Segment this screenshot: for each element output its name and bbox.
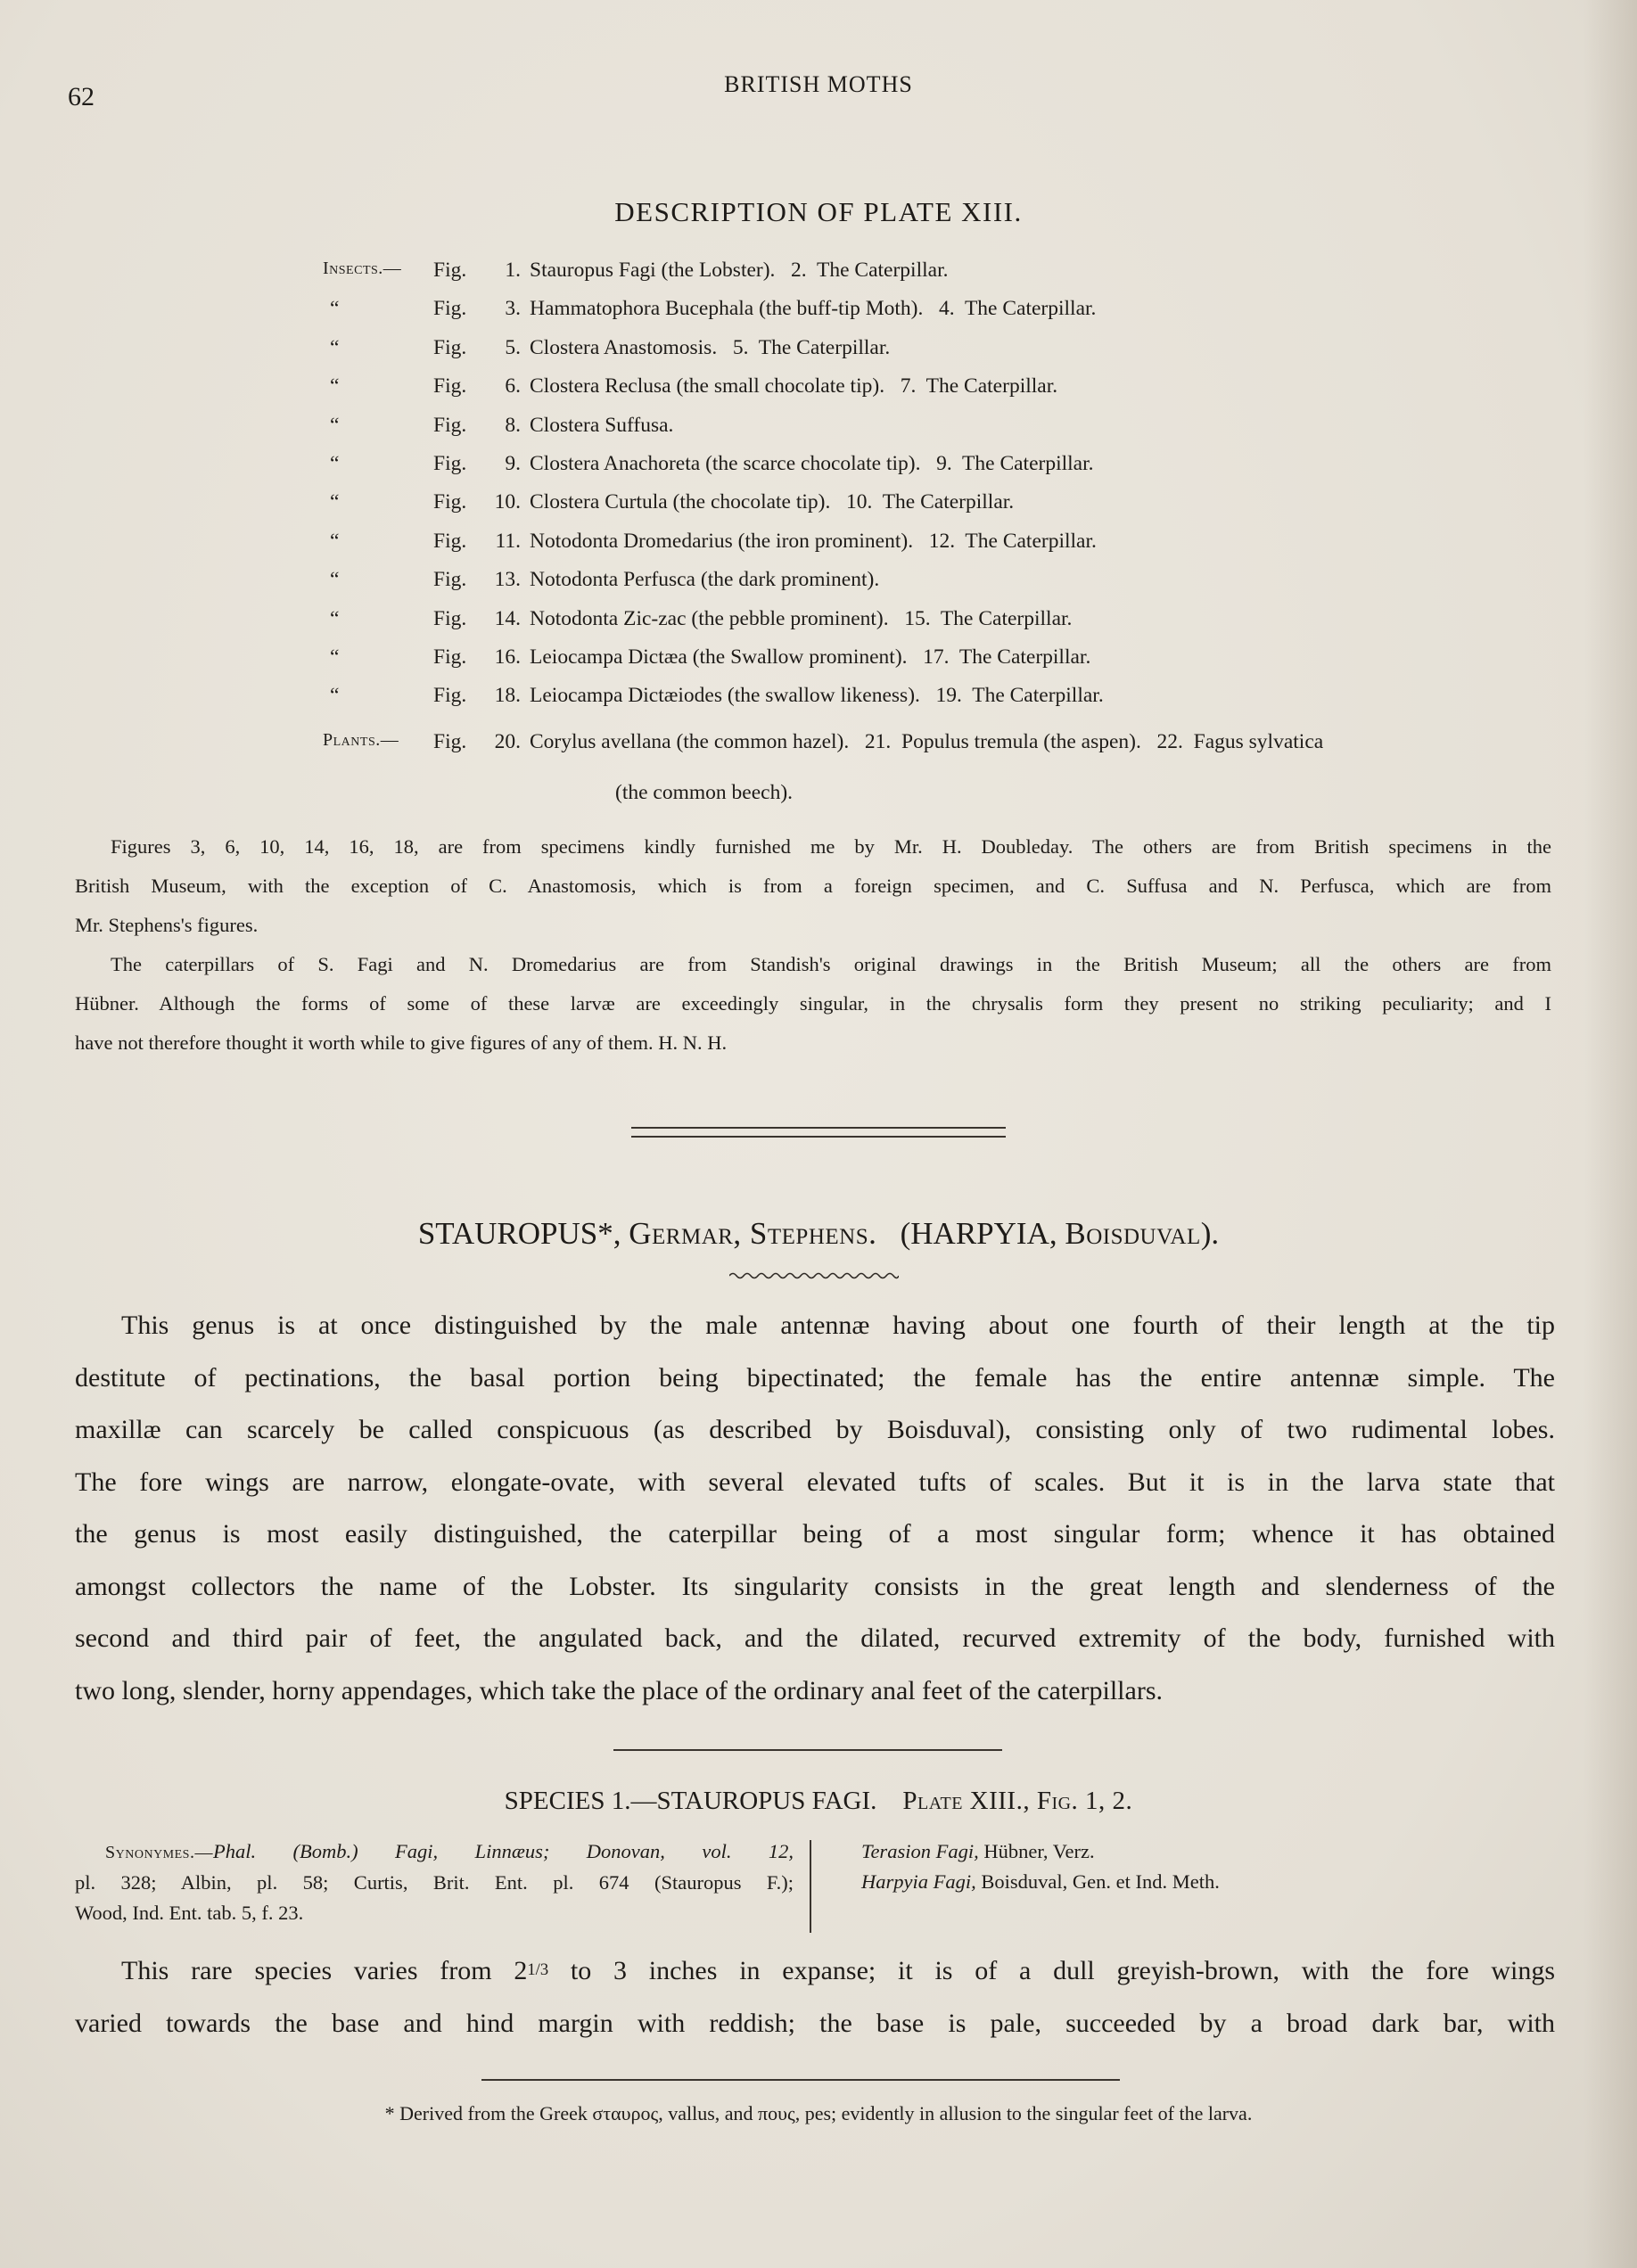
figure-row-text: Clostera Anastomosis. 5. The Caterpillar. <box>530 335 891 359</box>
figure-row-number: 1. <box>505 259 521 282</box>
synonymes-line: pl. 328; Albin, pl. 58; Curtis, Brit. Ent. pl. 674 (Stauropus F.); <box>75 1871 794 1894</box>
synonymes-right <box>861 1837 1485 1897</box>
figure-row-fig-label: Fig. <box>433 684 467 708</box>
figure-row-text: Clostera Curtula (the chocolate tip). 10. The Caterpillar. <box>530 490 1015 514</box>
body-line: two long, slender, horny appendages, which take the place of the ordinary anal feet of the caterpillars. <box>75 1675 1163 1705</box>
notes-line: Figures 3, 6, 10, 14, 16, 18, are from specimens kindly furnished me by Mr. H. Doubleday. The others are from British specimens in the <box>111 835 1551 858</box>
figure-row-number: 20. <box>494 729 521 753</box>
figure-row-text: Notodonta Perfusca (the dark prominent). <box>530 568 880 592</box>
notes-paragraph-2 <box>75 945 1551 1063</box>
body-line: maxillæ can scarcely be called conspicuous (as described by Boisduval), consisting only of two rudimental lobes. <box>75 1415 1555 1444</box>
figure-row <box>323 490 1553 521</box>
figure-row <box>323 607 1553 637</box>
figure-row-number: 10. <box>494 490 521 514</box>
synonymes-left <box>75 1837 794 1928</box>
figure-row <box>323 414 1553 444</box>
genus-heading-close: ). <box>1200 1216 1220 1251</box>
species-plate-ref: Plate XIII., Fig. 1, 2. <box>902 1787 1133 1815</box>
plate-description-title: DESCRIPTION OF PLATE XIII. <box>614 196 1023 227</box>
body-line: amongst collectors the name of the Lobster. Its singularity consists in the great length and slenderness of the <box>75 1571 1555 1601</box>
species-heading <box>0 1787 1637 1816</box>
figure-row-number: 3. <box>505 297 521 321</box>
figure-row-lead: “ <box>330 413 340 437</box>
figure-row-lead: Insects.— <box>323 259 402 278</box>
notes-line: British Museum, with the exception of C. Anastomosis, which is from a foreign specimen, and C. Suffusa and N. Perfusca, which are from <box>75 875 1551 897</box>
section-divider <box>613 1749 1002 1751</box>
section-divider-double <box>631 1127 1006 1138</box>
body-line <box>75 1945 1555 1998</box>
body-line: The fore wings are narrow, elongate-ovate, with several elevated tufts of scales. But it is in the larva state that <box>75 1467 1555 1497</box>
figure-row-fig-label: Fig. <box>433 374 467 399</box>
figure-row-lead: “ <box>330 335 340 359</box>
figure-row-text: Leiocampa Dictæiodes (the swallow likeness). 19. The Caterpillar. <box>530 684 1104 708</box>
notes-line: Mr. Stephens's figures. <box>75 914 259 936</box>
body-text: to 3 inches in expanse; it is of a dull greyish-brown, with the fore wings <box>548 1956 1555 1985</box>
wavy-ornament-rule <box>729 1270 899 1282</box>
figure-row-number: 5. <box>505 335 521 359</box>
synonym-entry <box>861 1867 1485 1897</box>
figure-row-text: Corylus avellana (the common hazel). 21. Populus tremula (the aspen). 22. Fagus sylvatica <box>530 729 1324 753</box>
synonymes-line: Wood, Ind. Ent. tab. 5, f. 23. <box>75 1902 304 1924</box>
synonym-name: Harpyia Fagi, <box>861 1870 976 1893</box>
figure-row-text: Notodonta Zic-zac (the pebble prominent). 15. The Caterpillar. <box>530 606 1073 630</box>
figure-row-lead: “ <box>330 490 340 514</box>
figure-row-text: Notodonta Dromedarius (the iron prominent). 12. The Caterpillar. <box>530 529 1097 553</box>
figure-row-text: Clostera Reclusa (the small chocolate tip). 7. The Caterpillar. <box>530 374 1058 399</box>
figure-row-fig-label: Fig. <box>433 259 467 282</box>
species-description <box>75 1945 1555 2050</box>
notes-line: have not therefore thought it worth while to give figures of any of them. H. N. H. <box>75 1031 728 1054</box>
figure-row-lead: “ <box>330 374 340 399</box>
genus-description <box>75 1300 1555 1717</box>
body-line: This genus is at once distinguished by the male antennæ having about one fourth of their length at the tip <box>121 1311 1555 1340</box>
synonymes-label: Synonymes.— <box>105 1843 213 1862</box>
figure-row <box>323 336 1553 366</box>
footnote: * Derived from the Greek σταυρος, vallus, and πους, pes; evidently in allusion to the singular feet of the larva. <box>384 2102 1253 2124</box>
figure-row-fig-label: Fig. <box>433 529 467 553</box>
figure-row-number: 8. <box>505 413 521 437</box>
body-line: destitute of pectinations, the basal portion being bipectinated; the female has the entire antennæ simple. The <box>75 1362 1555 1393</box>
footnote-rule <box>481 2079 1120 2081</box>
synonym-entry: Phal. (Bomb.) Fagi, Linnæus; Donovan, vol. 12, <box>212 1840 794 1862</box>
figure-row-text: Leiocampa Dictæa (the Swallow prominent). 17. The Caterpillar. <box>530 645 1091 669</box>
figure-row <box>323 259 1553 289</box>
genus-synonym-author: Boisduval <box>1065 1216 1201 1251</box>
genus-synonym: (HARPYIA, <box>900 1216 1057 1251</box>
figure-row-number: 9. <box>505 452 521 475</box>
figure-row <box>323 645 1553 676</box>
figure-row-fig-label: Fig. <box>433 452 467 475</box>
body-line: the genus is most easily distinguished, the caterpillar being of a most singular form; whence it has obtained <box>75 1519 1555 1549</box>
figure-row-lead: Plants.— <box>323 729 399 750</box>
notes-line: Hübner. Although the forms of some of these larvæ are exceedingly singular, in the chrysalis form they present no striking peculiarity; and I <box>75 992 1551 1015</box>
figure-row-number: 18. <box>494 684 521 708</box>
figure-row-fig-label: Fig. <box>433 729 467 753</box>
page-number: 62 <box>68 82 95 111</box>
figure-row-lead: “ <box>330 645 340 669</box>
figure-row-lead: “ <box>330 606 340 630</box>
genus-heading <box>0 1216 1637 1252</box>
figure-row-fig-label: Fig. <box>433 297 467 321</box>
running-head: BRITISH MOTHS <box>724 71 913 97</box>
figure-row-lead: “ <box>330 529 340 553</box>
body-line: second and third pair of feet, the angulated back, and the dilated, recurved extremity of the body, furnished with <box>75 1623 1555 1653</box>
genus-authors: Germar, Stephens. <box>629 1216 877 1251</box>
body-text: This rare species varies from 2 <box>121 1956 528 1985</box>
notes-paragraph-1 <box>75 827 1551 945</box>
species-title: SPECIES 1.—STAUROPUS FAGI. <box>504 1787 877 1815</box>
figure-row-text: Stauropus Fagi (the Lobster). 2. The Caterpillar. <box>530 259 949 282</box>
synonym-name: Terasion Fagi, <box>861 1840 979 1862</box>
figure-row-lead: “ <box>330 568 340 592</box>
body-line: varied towards the base and hind margin with reddish; the base is pale, succeeded by a broad dark bar, with <box>75 2008 1555 2038</box>
figure-row-number: 13. <box>494 568 521 592</box>
figure-row-lead: “ <box>330 684 340 708</box>
synonym-entry <box>861 1837 1485 1867</box>
figure-row-text: Clostera Anachoreta (the scarce chocolate tip). 9. The Caterpillar. <box>530 452 1094 475</box>
figure-row <box>323 568 1553 598</box>
figure-row-fig-label: Fig. <box>433 490 467 514</box>
figure-row <box>323 730 1553 760</box>
figure-row-text: Clostera Suffusa. <box>530 413 674 437</box>
figure-row-lead: “ <box>330 452 340 475</box>
figure-row-number: 6. <box>505 374 521 399</box>
figure-row-fig-label: Fig. <box>433 645 467 669</box>
figure-row-fig-label: Fig. <box>433 335 467 359</box>
fraction: 1/3 <box>527 1960 549 1980</box>
plants-continuation: (the common beech). <box>615 781 794 804</box>
genus-name: STAUROPUS*, <box>417 1216 621 1251</box>
figure-row-fig-label: Fig. <box>433 568 467 592</box>
figure-row <box>323 374 1553 405</box>
synonymes-divider <box>810 1840 811 1933</box>
page-edge-shadow <box>1584 0 1637 2268</box>
synonym-reference: Hübner, Verz. <box>978 1840 1095 1862</box>
synonymes-line <box>75 1837 794 1868</box>
figure-row-fig-label: Fig. <box>433 606 467 630</box>
figure-row-number: 14. <box>494 606 521 630</box>
figure-row <box>323 452 1553 482</box>
figure-row-fig-label: Fig. <box>433 413 467 437</box>
figure-row-number: 16. <box>494 645 521 669</box>
figure-row-number: 11. <box>495 529 521 553</box>
notes-line: The caterpillars of S. Fagi and N. Dromedarius are from Standish's original drawings in the British Museum; all the others are from <box>111 953 1551 975</box>
figure-row <box>323 684 1553 714</box>
figure-row <box>323 297 1553 327</box>
figure-row <box>323 530 1553 560</box>
figure-row-text: Hammatophora Bucephala (the buff-tip Moth). 4. The Caterpillar. <box>530 297 1097 321</box>
synonym-reference: Boisduval, Gen. et Ind. Meth. <box>975 1870 1220 1893</box>
figure-row-lead: “ <box>330 297 340 321</box>
